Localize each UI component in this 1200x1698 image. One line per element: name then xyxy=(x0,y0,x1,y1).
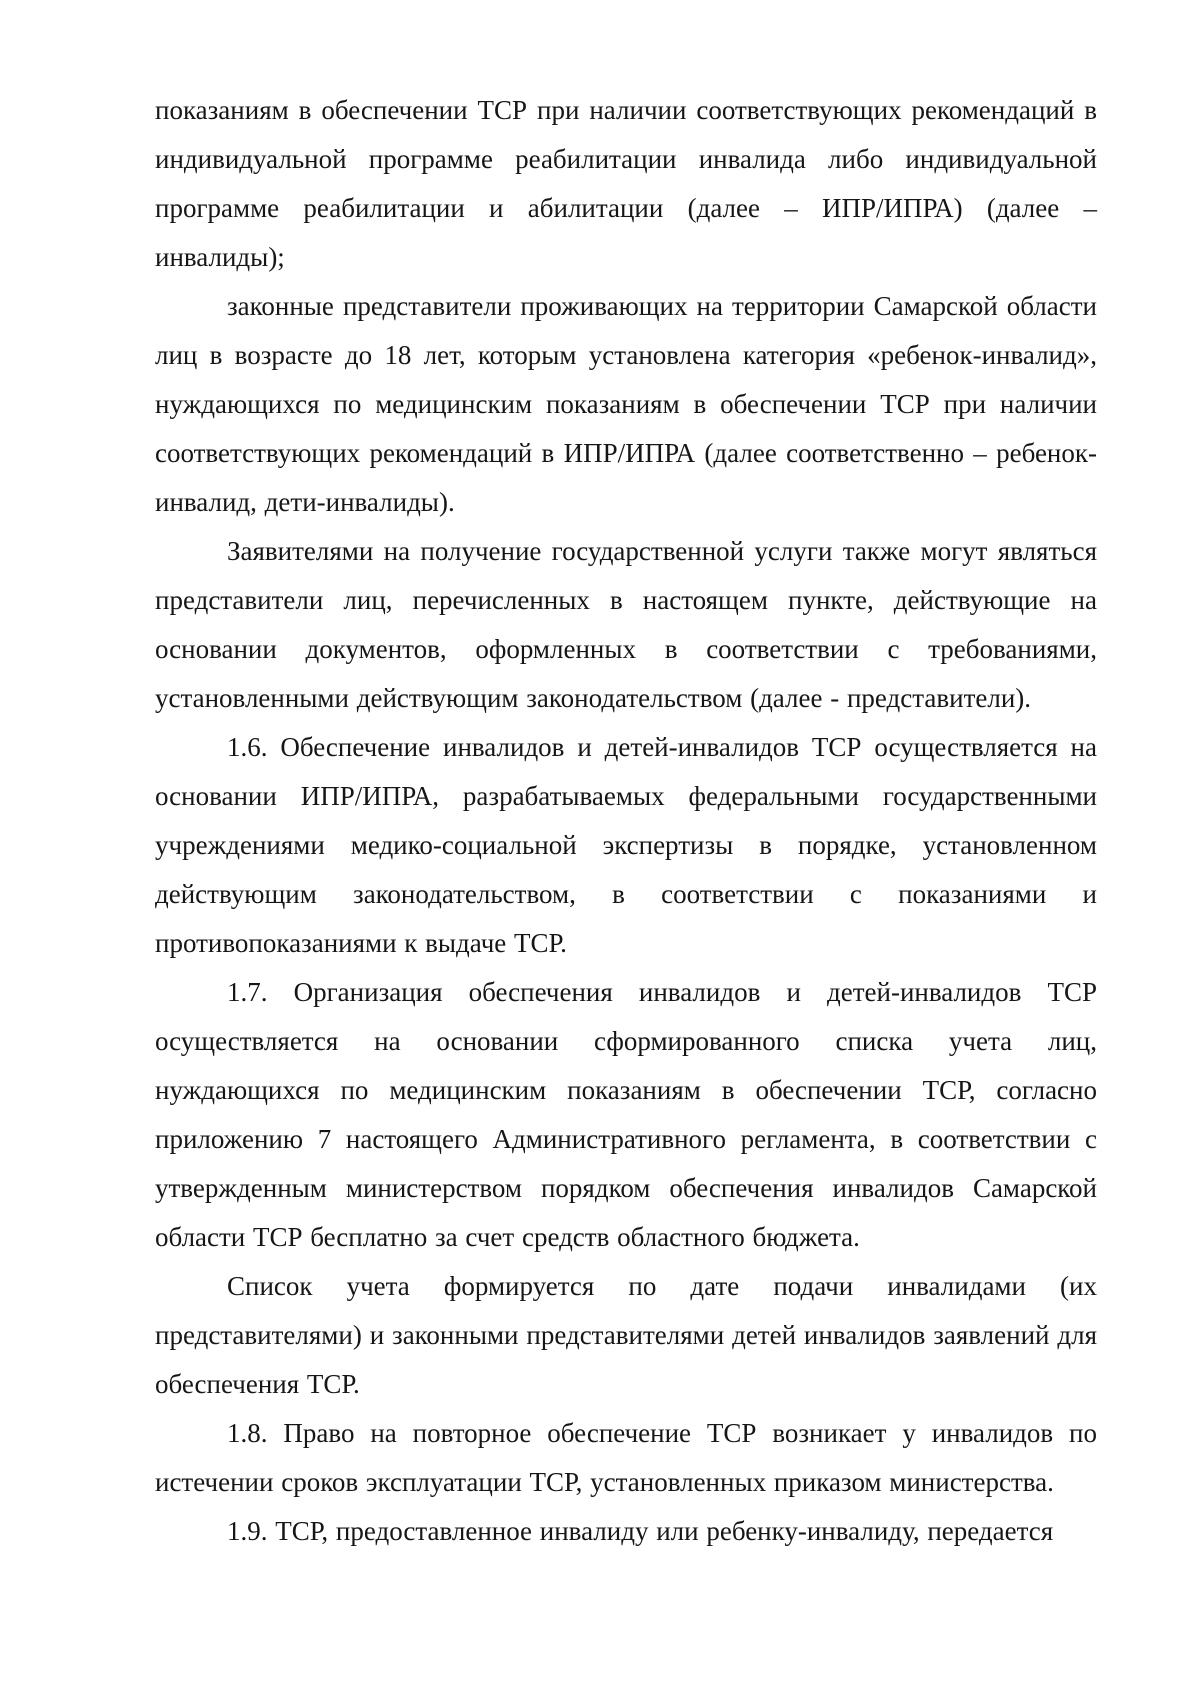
paragraph-section-1-7: 1.7. Организация обеспечения инвалидов и детей-инвалидов ТСР осуществляется на основании сформированного списка учета лиц, нуждающихся по медицинским показаниям в обеспечении ТСР, согласно приложению 7 настоящего Административного регламента, в соответствии с утвержденным министерством порядком обеспечения инвалидов Самарской области ТСР бесплатно за счет средств областного бюджета. xyxy=(155,977,1097,1252)
paragraph-continuation: показаниям в обеспечении ТСР при наличии соответствующих рекомендаций в индивидуальной программе реабилитации инвалида либо индивидуальной программе реабилитации и абилитации (далее – ИПР/ИПРА) (далее – инвалиды); xyxy=(155,95,1097,272)
paragraph-applicants: Заявителями на получение государственной услуги также могут являться представители лиц, перечисленных в настоящем пункте, действующие на основании документов, оформленных в соответствии с требованиями, установленными действующим законодательством (далее - представители). xyxy=(155,536,1097,713)
document-body xyxy=(155,86,1097,1556)
paragraph-legal-representatives: законные представители проживающих на территории Самарской области лиц в возрасте до 18 лет, которым установлена категория «ребенок-инвалид», нуждающихся по медицинским показаниям в обеспечении ТСР при наличии соответствующих рекомендаций в ИПР/ИПРА (далее соответственно – ребенок-инвалид, дети-инвалиды). xyxy=(155,291,1097,517)
paragraph-section-1-9: 1.9. ТСР, предоставленное инвалиду или ребенку-инвалиду, передается xyxy=(227,1516,1054,1546)
paragraph-section-1-8: 1.8. Право на повторное обеспечение ТСР возникает у инвалидов по истечении сроков эксплуатации ТСР, установленных приказом министерства. xyxy=(155,1418,1097,1497)
paragraph-section-1-6: 1.6. Обеспечение инвалидов и детей-инвалидов ТСР осуществляется на основании ИПР/ИПРА, разрабатываемых федеральными государственными учреждениями медико-социальной экспертизы в порядке, установленном действующим законодательством, в соответствии с показаниями и противопоказаниями к выдаче ТСР. xyxy=(155,732,1097,958)
paragraph-registry-list: Список учета формируется по дате подачи инвалидами (их представителями) и законными представителями детей инвалидов заявлений для обеспечения ТСР. xyxy=(155,1271,1097,1399)
